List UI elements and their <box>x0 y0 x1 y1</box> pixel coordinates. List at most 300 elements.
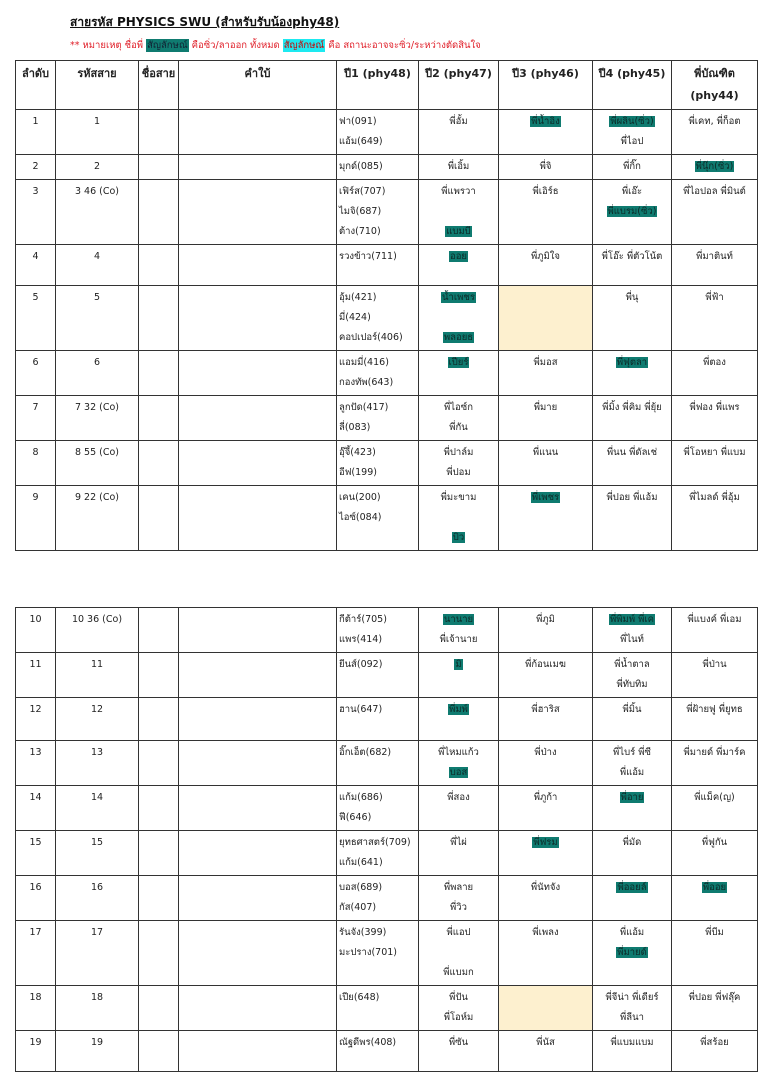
line-name-cell <box>139 110 179 155</box>
year4-cell <box>593 1031 672 1072</box>
year2-name: พี่สอง <box>447 792 470 803</box>
row-number: 13 <box>16 741 56 786</box>
year4-name: พี่ปอย พี่แอ้ม <box>606 492 658 503</box>
year2-name: พี่โอห์ม <box>443 1012 474 1023</box>
line-name-cell <box>139 155 179 180</box>
year4-name: พี่นน พี่ดัลเช่ <box>606 447 658 458</box>
year4-cell <box>593 698 672 741</box>
line-code: 13 <box>56 741 139 786</box>
year4-cell <box>593 110 672 155</box>
graduate-cell <box>672 1031 758 1072</box>
year4-cell <box>593 876 672 921</box>
col-graduate-header: พี่บัณฑิต (phy44) <box>672 61 758 110</box>
line-code: 8 55 (Co) <box>56 441 139 486</box>
graduate-cell <box>672 786 758 831</box>
year2-name: บิว <box>452 532 465 543</box>
year2-name: นานาย <box>443 614 474 625</box>
graduate-cell <box>672 351 758 396</box>
year2-name: น้ำเพชร <box>442 292 475 303</box>
col-year2-header: ปี2 (phy47) <box>419 61 499 110</box>
table-row <box>16 441 758 486</box>
year2-name: พี่ปัน <box>449 992 468 1003</box>
table-row <box>16 921 758 986</box>
line-name-cell <box>139 1031 179 1072</box>
year1-name: อุ๊จี้(423) <box>339 447 376 458</box>
year1-cell <box>337 155 419 180</box>
line-name-cell <box>139 441 179 486</box>
year1-name: ยุทธศาสตร์(709) <box>339 837 411 848</box>
graduate-name: พี่มาตินท์ <box>696 251 733 262</box>
year1-name: เปีย(648) <box>339 992 380 1003</box>
hint-cell <box>179 653 337 698</box>
table-row <box>16 786 758 831</box>
line-code: 16 <box>56 876 139 921</box>
year4-name: พี่กิ๊ก <box>623 161 641 172</box>
year4-cell <box>593 786 672 831</box>
year4-cell <box>593 396 672 441</box>
year1-name: อุ้ม(421) <box>339 292 377 303</box>
year2-name: พี่แพรวา <box>441 186 476 197</box>
year2-name: บอส <box>449 767 468 778</box>
year1-cell <box>337 351 419 396</box>
year1-cell <box>337 486 419 551</box>
year1-cell <box>337 286 419 351</box>
hint-cell <box>179 486 337 551</box>
hint-cell <box>179 921 337 986</box>
row-number: 10 <box>16 608 56 653</box>
graduate-cell <box>672 286 758 351</box>
year2-cell <box>419 396 499 441</box>
line-name-cell <box>139 180 179 245</box>
hint-cell <box>179 441 337 486</box>
year3-name: พี่ภูมิใจ <box>531 251 560 262</box>
row-number: 17 <box>16 921 56 986</box>
col-year4-header: ปี4 (phy45) <box>593 61 672 110</box>
year1-cell <box>337 608 419 653</box>
year4-cell <box>593 608 672 653</box>
line-code: 1 <box>56 110 139 155</box>
hint-cell <box>179 155 337 180</box>
year1-name: ณัฐดีพร(408) <box>339 1037 397 1048</box>
year2-name: พี่พลาย <box>443 882 474 893</box>
year2-cell <box>419 441 499 486</box>
col-year1-header: ปี1 (phy48) <box>337 61 419 110</box>
year4-name: พี่แอ้ม <box>619 767 645 778</box>
year1-cell <box>337 876 419 921</box>
year3-name: พี่เพลง <box>532 927 559 938</box>
year2-name: พี่ไผ่ <box>450 837 467 848</box>
year1-name: ฟี(646) <box>339 812 372 823</box>
year4-name: พี่มิ้น <box>622 704 642 715</box>
year4-cell <box>593 486 672 551</box>
year2-cell <box>419 786 499 831</box>
table-row <box>16 831 758 876</box>
graduate-name: พี่ฟูกัน <box>701 837 728 848</box>
row-number: 16 <box>16 876 56 921</box>
line-name-cell <box>139 608 179 653</box>
line-name-cell <box>139 245 179 286</box>
graduate-cell <box>672 698 758 741</box>
line-code: 18 <box>56 986 139 1031</box>
year2-cell <box>419 608 499 653</box>
year3-cell <box>499 155 593 180</box>
year2-cell <box>419 110 499 155</box>
graduate-cell <box>672 486 758 551</box>
table-row <box>16 698 758 741</box>
year2-name: พี่มะขาม <box>440 492 477 503</box>
year2-name: เปียร์ <box>448 357 469 368</box>
graduate-cell <box>672 396 758 441</box>
year2-cell <box>419 351 499 396</box>
table-row <box>16 155 758 180</box>
year4-name: พี่พิมพ์ พี่เค <box>610 614 654 625</box>
year4-name: พี่น้ำตาล <box>614 659 650 670</box>
year4-name: พี่จีน่า พี่เดียร์ <box>605 992 659 1003</box>
year2-name: พี่มพ์ <box>449 704 468 715</box>
hint-cell <box>179 608 337 653</box>
year1-name: ฟา(091) <box>339 116 377 127</box>
year1-name: ยีนส์(092) <box>339 659 383 670</box>
year3-name: พี่ป่าง <box>534 747 557 758</box>
year4-name: พี่ทับทิม <box>616 679 648 690</box>
graduate-cell <box>672 831 758 876</box>
year4-name: พี่แบรม(ซิ่ว) <box>607 206 657 217</box>
graduate-name: พี่ปอย พี่ฟลุ๊ค <box>688 992 741 1003</box>
year3-name: พี่นัส <box>536 1037 555 1048</box>
graduate-cell <box>672 921 758 986</box>
year1-cell <box>337 180 419 245</box>
line-name-cell <box>139 786 179 831</box>
note-suffix: คือ สถานะอาจจะซิ่ว/ระหว่างตัดสินใจ <box>328 40 481 51</box>
year4-cell <box>593 155 672 180</box>
hint-cell <box>179 698 337 741</box>
legend-note <box>70 38 481 53</box>
line-code: 19 <box>56 1031 139 1072</box>
year4-cell <box>593 245 672 286</box>
year2-name: พี่แอป <box>446 927 471 938</box>
line-name-cell <box>139 741 179 786</box>
year4-name: พี่มิ้ง พี่คิม พี่ยุ้ย <box>602 402 662 413</box>
note-mid: คือซิ่ว/ลาออก ทั้งหมด <box>191 40 280 51</box>
year2-cell <box>419 286 499 351</box>
col-code-header: รหัสสาย <box>56 61 139 110</box>
hint-cell <box>179 786 337 831</box>
year1-name: เคน(200) <box>339 492 381 503</box>
year1-name: กัส(407) <box>339 902 377 913</box>
row-number: 6 <box>16 351 56 396</box>
year4-name: พี่ไอป <box>620 136 644 147</box>
row-number: 9 <box>16 486 56 551</box>
hint-cell <box>179 741 337 786</box>
year4-cell <box>593 921 672 986</box>
row-number: 2 <box>16 155 56 180</box>
year1-name: รันจัง(399) <box>339 927 387 938</box>
year1-cell <box>337 831 419 876</box>
year3-cell <box>499 396 593 441</box>
year2-name: พี่แบมก <box>443 967 474 978</box>
table-header-row <box>16 61 758 110</box>
year2-name: พี่เจ้านาย <box>439 634 478 645</box>
line-name-cell <box>139 653 179 698</box>
graduate-name: พี่ป่าน <box>702 659 727 670</box>
graduate-name: พี่เคท, พี่ก็อต <box>688 116 741 127</box>
year2-name: พี่ซัน <box>448 1037 469 1048</box>
year1-name: มุกด์(085) <box>339 161 383 172</box>
line-code: 2 <box>56 155 139 180</box>
year3-name: พี่มาย <box>533 402 558 413</box>
line-name-cell <box>139 831 179 876</box>
year3-name: พี่เอิร์ธ <box>532 186 559 197</box>
year2-cell <box>419 486 499 551</box>
year4-cell <box>593 351 672 396</box>
year3-cell <box>499 180 593 245</box>
year1-name: ฮาน(647) <box>339 704 383 715</box>
table-row <box>16 245 758 286</box>
year1-name: เฟิร์ส(707) <box>339 186 386 197</box>
year4-cell <box>593 653 672 698</box>
year2-cell <box>419 741 499 786</box>
col-hint-header: คำใบ้ <box>179 61 337 110</box>
year3-cell <box>499 286 593 351</box>
line-name-cell <box>139 876 179 921</box>
year3-name: พี่นัทจัง <box>530 882 561 893</box>
year3-name: พี่ฮาริส <box>531 704 560 715</box>
table-row <box>16 351 758 396</box>
hint-cell <box>179 876 337 921</box>
year4-name: พี่ไบร์ พี่ซี <box>613 747 651 758</box>
line-name-cell <box>139 286 179 351</box>
year4-name: พี่ไนท์ <box>620 634 644 645</box>
graduate-cell <box>672 653 758 698</box>
year1-name: มะปราง(701) <box>339 947 398 958</box>
row-number: 1 <box>16 110 56 155</box>
hint-cell <box>179 245 337 286</box>
line-code: 10 36 (Co) <box>56 608 139 653</box>
year1-name: แอมมี่(416) <box>339 357 389 368</box>
year4-name: พี่ลีนา <box>620 1012 644 1023</box>
year3-cell <box>499 741 593 786</box>
row-number: 3 <box>16 180 56 245</box>
year3-name: พี่ภูมิ <box>536 614 555 625</box>
year1-name: กองทัพ(643) <box>339 377 394 388</box>
row-number: 14 <box>16 786 56 831</box>
line-code: 3 46 (Co) <box>56 180 139 245</box>
page-title: สายรหัส PHYSICS SWU (สำหรับรับน้องphy48) <box>70 15 340 29</box>
year1-cell <box>337 786 419 831</box>
graduate-cell <box>672 441 758 486</box>
year2-name: พลอยธ <box>443 332 474 343</box>
year3-cell <box>499 921 593 986</box>
table-row <box>16 110 758 155</box>
graduate-cell <box>672 110 758 155</box>
year3-cell <box>499 876 593 921</box>
hint-cell <box>179 831 337 876</box>
year4-cell <box>593 286 672 351</box>
year1-name: ลี่(083) <box>339 422 371 433</box>
graduate-name: พี่ออย <box>702 882 727 893</box>
year4-name: พี่ฟุตลา <box>616 357 648 368</box>
year4-cell <box>593 741 672 786</box>
graduate-cell <box>672 245 758 286</box>
year4-name: พี่อาย <box>620 792 644 803</box>
row-number: 19 <box>16 1031 56 1072</box>
year3-cell <box>499 1031 593 1072</box>
year2-name: พี่ปาล์ม <box>443 447 474 458</box>
year3-name: พี่ฟรม <box>533 837 558 848</box>
graduate-cell <box>672 608 758 653</box>
year3-cell <box>499 351 593 396</box>
graduate-cell <box>672 741 758 786</box>
year3-name: พี่มอส <box>533 357 558 368</box>
hint-cell <box>179 351 337 396</box>
year2-name: พี่ไอซ์ก <box>444 402 473 413</box>
line-code: 11 <box>56 653 139 698</box>
line-name-cell <box>139 351 179 396</box>
year4-name: พี่มายด์ <box>617 947 647 958</box>
teal-legend-swatch: สัญลักษณ์ <box>147 40 188 51</box>
row-number: 7 <box>16 396 56 441</box>
year3-name: พี่เพชร <box>531 492 560 503</box>
graduate-name: พี่สร้อย <box>700 1037 729 1048</box>
year4-cell <box>593 441 672 486</box>
year2-cell <box>419 831 499 876</box>
year4-name: พี่แอ้ม <box>619 927 645 938</box>
year3-cell <box>499 441 593 486</box>
year3-cell <box>499 653 593 698</box>
row-number: 4 <box>16 245 56 286</box>
year1-cell <box>337 653 419 698</box>
graduate-name: พี่นุ๊ก(ซิ่ว) <box>695 161 734 172</box>
year4-name: พี่แบมแบม <box>610 1037 654 1048</box>
year2-cell <box>419 921 499 986</box>
graduate-cell <box>672 876 758 921</box>
cyan-legend-swatch: สัญลักษณ์ <box>283 40 325 51</box>
table-row <box>16 286 758 351</box>
graduate-name: พี่โอหยา พี่แบม <box>683 447 746 458</box>
year3-cell <box>499 110 593 155</box>
year2-name: พี่วิว <box>450 902 467 913</box>
row-number: 8 <box>16 441 56 486</box>
year1-cell <box>337 245 419 286</box>
year1-name: กีต้าร์(705) <box>339 614 387 625</box>
year4-name: พี่โอ๊ะ พี่ตัวโน้ต <box>601 251 663 262</box>
lineage-table-part1 <box>15 60 758 551</box>
year1-cell <box>337 441 419 486</box>
line-name-cell <box>139 396 179 441</box>
graduate-name: พี่บีม <box>705 927 724 938</box>
year1-cell <box>337 698 419 741</box>
table-row <box>16 486 758 551</box>
year3-cell <box>499 786 593 831</box>
year2-name: พี่ไหมแก้ว <box>438 747 479 758</box>
lineage-table-part2 <box>15 607 758 1072</box>
year2-name <box>421 308 496 328</box>
graduate-name: พี่แม็ค(ญ) <box>694 792 735 803</box>
year2-name: ออย <box>450 251 467 262</box>
line-name-cell <box>139 486 179 551</box>
row-number: 18 <box>16 986 56 1031</box>
year2-cell <box>419 245 499 286</box>
line-code: 17 <box>56 921 139 986</box>
year3-cell <box>499 698 593 741</box>
year2-name: มิ <box>455 659 462 670</box>
line-name-cell <box>139 698 179 741</box>
graduate-name: พี่ฟอง พี่แพร <box>689 402 740 413</box>
hint-cell <box>179 180 337 245</box>
year2-name <box>421 202 496 222</box>
year1-name: มี่(424) <box>339 312 371 323</box>
year2-name: พี่กัน <box>449 422 468 433</box>
col-no-header: ลำดับ <box>16 61 56 110</box>
year1-cell <box>337 110 419 155</box>
year1-name: ไอซ์(084) <box>339 512 382 523</box>
year4-name: พี่เอ๊ะ <box>621 186 643 197</box>
table-row <box>16 180 758 245</box>
line-code: 12 <box>56 698 139 741</box>
year3-name: พี่น้ำอิง <box>531 116 560 127</box>
year2-cell <box>419 698 499 741</box>
year1-name: แพร(414) <box>339 634 383 645</box>
line-code: 5 <box>56 286 139 351</box>
year3-name: พี่แนน <box>532 447 559 458</box>
col-year3-header: ปี3 (phy46) <box>499 61 593 110</box>
table-row <box>16 1031 758 1072</box>
hint-cell <box>179 110 337 155</box>
year4-name: พี่ออยล์ <box>617 882 647 893</box>
year3-cell <box>499 831 593 876</box>
year2-cell <box>419 876 499 921</box>
col-line-name-header: ชื่อสาย <box>139 61 179 110</box>
hint-cell <box>179 396 337 441</box>
table-row <box>16 876 758 921</box>
note-prefix: ** หมายเหตุ ชื่อพี่ <box>70 40 144 51</box>
row-number: 15 <box>16 831 56 876</box>
graduate-cell <box>672 155 758 180</box>
graduate-name: พี่ไมลด์ พี่อุ้ม <box>689 492 740 503</box>
year4-name: พี่มัด <box>622 837 642 848</box>
year1-cell <box>337 1031 419 1072</box>
table-row <box>16 741 758 786</box>
year1-cell <box>337 741 419 786</box>
graduate-cell <box>672 180 758 245</box>
year4-name: พี่ผลิน(ซิ่ว) <box>610 116 654 127</box>
year4-cell <box>593 831 672 876</box>
graduate-name: พี่แบงค์ พี่เอม <box>687 614 742 625</box>
year1-name: แก้ม(686) <box>339 792 383 803</box>
year1-cell <box>337 921 419 986</box>
line-code: 14 <box>56 786 139 831</box>
year3-cell <box>499 245 593 286</box>
graduate-name: พี่ไอปอล พี่มินต์ <box>683 186 746 197</box>
year4-name: พี่นุ <box>625 292 639 303</box>
year2-cell <box>419 1031 499 1072</box>
graduate-name: พี่มายด์ พี่มาร์ค <box>683 747 746 758</box>
year2-cell <box>419 653 499 698</box>
year1-name: ต้าง(710) <box>339 226 381 237</box>
year3-name: พี่จิ <box>539 161 552 172</box>
year2-cell <box>419 180 499 245</box>
graduate-name: พี่ฟ้า <box>705 292 724 303</box>
year4-cell <box>593 180 672 245</box>
row-number: 5 <box>16 286 56 351</box>
line-code: 6 <box>56 351 139 396</box>
year1-name: อีฟ(199) <box>339 467 377 478</box>
hint-cell <box>179 1031 337 1072</box>
year1-name: ไมจิ(687) <box>339 206 382 217</box>
row-number: 11 <box>16 653 56 698</box>
year2-name: แบมบี <box>446 226 471 237</box>
year1-name: คอปเปอร์(406) <box>339 332 403 343</box>
